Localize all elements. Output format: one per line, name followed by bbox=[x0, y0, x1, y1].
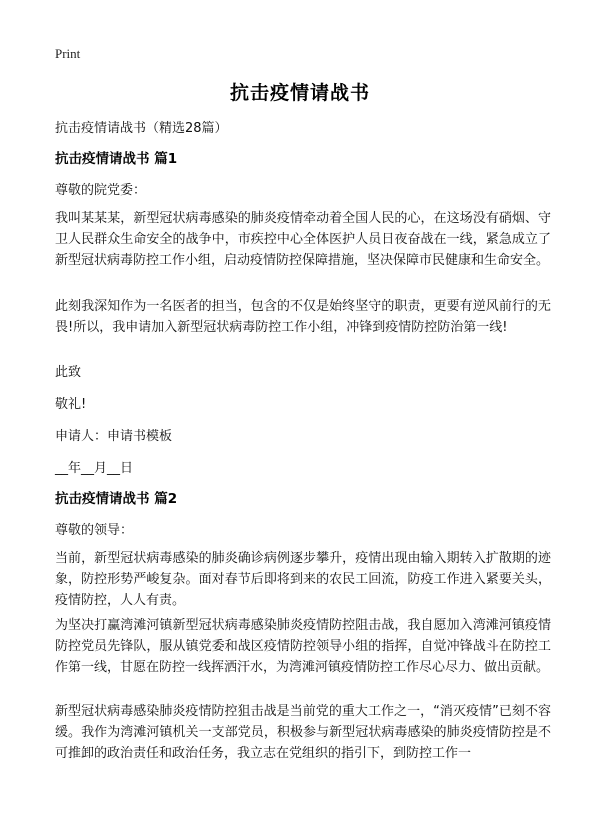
salutation-1: 尊敬的院党委： bbox=[55, 183, 147, 198]
paragraph-2-2: 为坚决打赢湾滩河镇新型冠状病毒感染肺炎疫情防控阻击战，我自愿加入湾滩河镇疫情防控党员先锋队，服从镇党委和战区疫情防控领导小组的指挥，自觉冲锋战斗在防控工作第一线，甘愿在防控一线挥洒汗水，为湾滩河镇疫情防控工作尽心尽力、做出贡献。 bbox=[55, 618, 551, 675]
date-line: __年__月__日 bbox=[55, 461, 134, 476]
salutation-2: 尊敬的领导： bbox=[55, 523, 134, 538]
closing-regards: 敬礼! bbox=[55, 397, 87, 412]
print-label[interactable]: Print bbox=[55, 46, 81, 61]
applicant-line: 申请人：申请书模板 bbox=[55, 429, 173, 444]
closing-salute: 此致 bbox=[55, 365, 82, 380]
paragraph-1-2: 此刻我深知作为一名医者的担当，包含的不仅是始终坚守的职责，更要有逆风前行的无畏!所以，我申请加入新型冠状病毒防控工作小组，冲锋到疫情防控防治第一线! bbox=[55, 299, 551, 335]
paragraph-2-1: 当前，新型冠状病毒感染的肺炎确诊病例逐步攀升，疫情出现由输入期转入扩散期的迹象，防控形势严峻复杂。面对春节后即将到来的农民工回流，防疫工作进入紧要关头，疫情防控，人人有责。 bbox=[55, 551, 551, 608]
section-heading-2: 抗击疫情请战书 篇2 bbox=[55, 491, 178, 507]
document-title: 抗击疫情请战书 bbox=[229, 82, 370, 104]
section-heading-1: 抗击疫情请战书 篇1 bbox=[55, 151, 178, 167]
document-subtitle: 抗击疫情请战书（精选28篇） bbox=[55, 121, 228, 136]
paragraph-2-3: 新型冠状病毒感染肺炎疫情防控狙击战是当前党的重大工作之一，“消灭疫情”已刻不容缓。我作为湾滩河镇机关一支部党员，积极参与新型冠状病毒感染的肺炎疫情防控是不可推卸的政治责任和政治任务，我立志在党组织的指引下，到防控工作一 bbox=[55, 704, 551, 761]
paragraph-1-1: 我叫某某某，新型冠状病毒感染的肺炎疫情牵动着全国人民的心，在这场没有硝烟、守卫人民群众生命安全的战争中，市疾控中心全体医护人员日夜奋战在一线，紧急成立了新型冠状病毒防控工作小组，启动疫情防控保障措施，坚决保障市民健康和生命安全。 bbox=[55, 211, 551, 268]
